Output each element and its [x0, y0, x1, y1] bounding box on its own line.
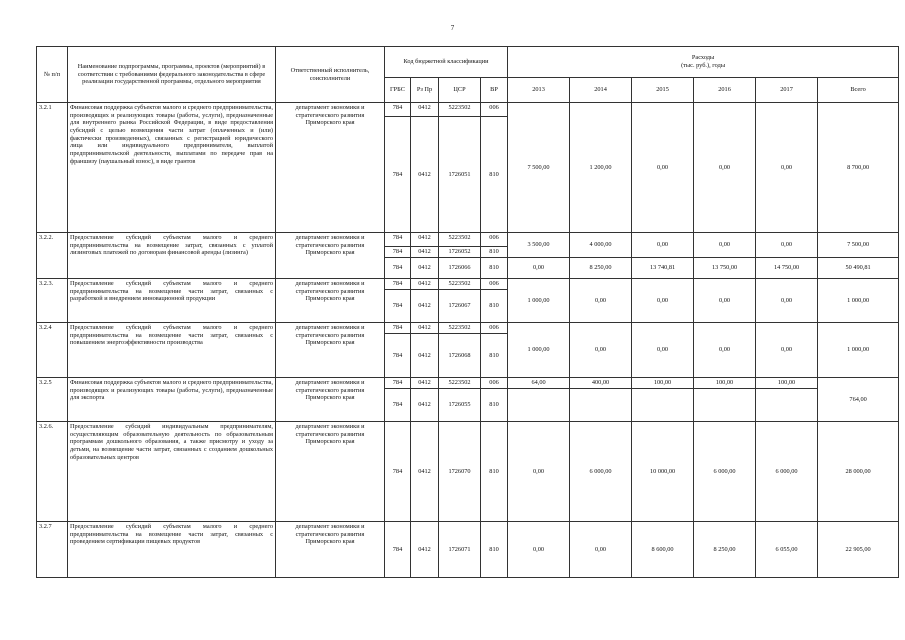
code-vr: 810 — [481, 290, 508, 323]
code-grbs: 784 — [385, 378, 411, 389]
code-vr: 006 — [481, 323, 508, 334]
code-csr: 1726071 — [439, 522, 481, 578]
value-2014: 8 250,00 — [570, 258, 632, 279]
value-2013: 0,00 — [508, 258, 570, 279]
value-total: 8 700,00 — [818, 103, 899, 233]
value-2016: 0,00 — [694, 103, 756, 233]
code-csr: 1726051 — [439, 117, 481, 233]
row-name: Предоставление субсидий индивидуальным предпринимателям, осуществляющим образовательную деятельность по образовательным программам дошкольного образования, а также присмотру и уходу за детьми, на возмещение части затрат, связанных с созданием дошкольных образовательных центров — [68, 422, 276, 522]
value-total: 22 905,00 — [818, 522, 899, 578]
value-2015: 0,00 — [632, 103, 694, 233]
value-2014: 0,00 — [570, 323, 632, 378]
value-2013: 1 000,00 — [508, 323, 570, 378]
value-2013: 1 000,00 — [508, 279, 570, 323]
value-2014: 0,00 — [570, 279, 632, 323]
table-row — [37, 422, 899, 522]
code-csr: 1726055 — [439, 389, 481, 422]
code-csr: 5223502 — [439, 103, 481, 117]
code-rzpr: 0412 — [411, 290, 439, 323]
value-2017: 0,00 — [756, 279, 818, 323]
value-2013: 7 500,00 — [508, 103, 570, 233]
code-vr: 006 — [481, 279, 508, 290]
code-grbs: 784 — [385, 389, 411, 422]
header-vr: ВР — [481, 78, 508, 103]
row-name: Финансовая поддержка субъектов малого и среднего предпринимательства, производящих и реализующих товары (работы, услуги), предназначенные для внутреннего рынка Российской Федерации, в виде предоставления субсидий с целью возмещения части затрат (оплаченных и (или) фактически произведенных), связанных с регистрацией юридического лица или индивидуального предпринимателя, выплатой предпринимательской деятельности, выплатами по передаче прав на франшизу (паушальный взнос), в виде грантов — [68, 103, 276, 233]
value-2014: 4 000,00 — [570, 233, 632, 258]
code-grbs: 784 — [385, 117, 411, 233]
row-num: 3.2.2. — [37, 233, 68, 279]
value-total: 28 000,00 — [818, 422, 899, 522]
code-rzpr: 0412 — [411, 279, 439, 290]
value-total: 7 500,00 — [818, 233, 899, 258]
row-name: Предоставление субсидий субъектам малого и среднего предпринимательства на возмещение части затрат, связанных с повышением энергоэффективности производства — [68, 323, 276, 378]
header-num: № п/п — [37, 47, 68, 103]
code-vr: 810 — [481, 422, 508, 522]
row-executor: департамент экономики и стратегического развития Приморского края — [276, 422, 385, 522]
value-2016: 8 250,00 — [694, 522, 756, 578]
code-csr: 5223502 — [439, 279, 481, 290]
code-vr: 006 — [481, 378, 508, 389]
value-2015: 0,00 — [632, 233, 694, 258]
header-2016: 2016 — [694, 78, 756, 103]
value-total: 1 000,00 — [818, 279, 899, 323]
row-name: Предоставление субсидий субъектам малого и среднего предпринимательства на возмещение части затрат, связанных с проведением сертификации пищевых продуктов — [68, 522, 276, 578]
code-grbs: 784 — [385, 279, 411, 290]
row-name: Предоставление субсидий субъектам малого и среднего предпринимательства на возмещение затрат, связанных с уплатой лизинговых платежей по договорам финансовой аренды (лизинга) — [68, 233, 276, 279]
value-2016: 100,00 — [694, 378, 756, 389]
header-2013: 2013 — [508, 78, 570, 103]
value-2016: 6 000,00 — [694, 422, 756, 522]
value-2017: 0,00 — [756, 323, 818, 378]
value-2017: 6 055,00 — [756, 522, 818, 578]
code-rzpr: 0412 — [411, 378, 439, 389]
value-2013: 64,00 — [508, 378, 570, 389]
row-executor: департамент экономики и стратегического развития Приморского края — [276, 233, 385, 279]
value-2013: 0,00 — [508, 522, 570, 578]
row-num: 3.2.7 — [37, 522, 68, 578]
row-name: Предоставление субсидий субъектам малого и среднего предпринимательства на возмещение части затрат, связанных с разработкой и внедрением инновационной продукции — [68, 279, 276, 323]
row-name: Финансовая поддержка субъектов малого и среднего предпринимательства, производящих и реализующих товары (работы, услуги), предназначенные для экспорта — [68, 378, 276, 422]
code-rzpr: 0412 — [411, 103, 439, 117]
table-row — [37, 378, 899, 389]
row-executor: департамент экономики и стратегического развития Приморского края — [276, 279, 385, 323]
row-executor: департамент экономики и стратегического развития Приморского края — [276, 323, 385, 378]
value-2015: 10 000,00 — [632, 422, 694, 522]
value-2015: 8 600,00 — [632, 522, 694, 578]
table-row — [37, 522, 899, 578]
value-2016: 13 750,00 — [694, 258, 756, 279]
value-2015: 13 740,81 — [632, 258, 694, 279]
header-name: Наименование подпрограммы, программы, проектов (мероприятий) в соответствии с требованиями федерального законодательства в сфере реализации государственной программы, отдельного мероприятия — [68, 47, 276, 103]
code-rzpr: 0412 — [411, 233, 439, 247]
code-grbs: 784 — [385, 233, 411, 247]
code-csr: 1726067 — [439, 290, 481, 323]
code-rzpr: 0412 — [411, 522, 439, 578]
code-vr: 810 — [481, 258, 508, 279]
value-2016: 0,00 — [694, 279, 756, 323]
header-2017: 2017 — [756, 78, 818, 103]
code-rzpr: 0412 — [411, 334, 439, 378]
code-grbs: 784 — [385, 422, 411, 522]
row-num: 3.2.6. — [37, 422, 68, 522]
value-2017: 14 750,00 — [756, 258, 818, 279]
header-grbs: ГРБС — [385, 78, 411, 103]
header-csr: ЦСР — [439, 78, 481, 103]
code-grbs: 784 — [385, 290, 411, 323]
value-2013: 3 500,00 — [508, 233, 570, 258]
row-executor: департамент экономики и стратегического развития Приморского края — [276, 103, 385, 233]
code-vr: 006 — [481, 103, 508, 117]
code-csr: 1726068 — [439, 334, 481, 378]
value-2017: 6 000,00 — [756, 422, 818, 522]
code-grbs: 784 — [385, 258, 411, 279]
header-budget-code: Код бюджетной классификации — [385, 47, 508, 78]
code-rzpr: 0412 — [411, 117, 439, 233]
row-num: 3.2.4 — [37, 323, 68, 378]
code-csr: 1726052 — [439, 247, 481, 258]
table-row — [37, 323, 899, 334]
code-vr: 006 — [481, 233, 508, 247]
budget-table — [36, 46, 899, 578]
code-vr: 810 — [481, 389, 508, 422]
code-vr: 810 — [481, 247, 508, 258]
row-executor: департамент экономики и стратегического развития Приморского края — [276, 378, 385, 422]
code-csr: 5223502 — [439, 233, 481, 247]
header-2014: 2014 — [570, 78, 632, 103]
row-num: 3.2.5 — [37, 378, 68, 422]
table-row — [37, 103, 899, 117]
row-num: 3.2.1 — [37, 103, 68, 233]
value-total: 764,00 — [818, 378, 899, 422]
value-2015: 0,00 — [632, 279, 694, 323]
value-2017: 100,00 — [756, 378, 818, 389]
header-expenses: Расходы (тыс. руб.), годы — [508, 47, 899, 78]
code-rzpr: 0412 — [411, 258, 439, 279]
value-2015: 0,00 — [632, 323, 694, 378]
code-vr: 810 — [481, 334, 508, 378]
value-total: 1 000,00 — [818, 323, 899, 378]
value-total: 50 490,81 — [818, 258, 899, 279]
table-row — [37, 279, 899, 290]
code-grbs: 784 — [385, 334, 411, 378]
code-rzpr: 0412 — [411, 422, 439, 522]
value-2013: 0,00 — [508, 422, 570, 522]
value-2016: 0,00 — [694, 323, 756, 378]
value-2017: 0,00 — [756, 103, 818, 233]
code-csr: 5223502 — [439, 378, 481, 389]
value-2014: 1 200,00 — [570, 103, 632, 233]
code-rzpr: 0412 — [411, 323, 439, 334]
code-csr: 1726066 — [439, 258, 481, 279]
value-2017: 0,00 — [756, 233, 818, 258]
code-csr: 5223502 — [439, 323, 481, 334]
code-csr: 1726070 — [439, 422, 481, 522]
header-total: Всего — [818, 78, 899, 103]
code-rzpr: 0412 — [411, 389, 439, 422]
code-rzpr: 0412 — [411, 247, 439, 258]
code-grbs: 784 — [385, 103, 411, 117]
code-vr: 810 — [481, 522, 508, 578]
page-number: 7 — [450, 24, 455, 32]
row-executor: департамент экономики и стратегического развития Приморского края — [276, 522, 385, 578]
header-executor: Ответственный исполнитель, соисполнители — [276, 47, 385, 103]
value-2016: 0,00 — [694, 233, 756, 258]
header-rzpr: Рз Пр — [411, 78, 439, 103]
code-grbs: 784 — [385, 247, 411, 258]
value-2014: 400,00 — [570, 378, 632, 389]
header-2015: 2015 — [632, 78, 694, 103]
code-vr: 810 — [481, 117, 508, 233]
table-row — [37, 233, 899, 247]
code-grbs: 784 — [385, 323, 411, 334]
code-grbs: 784 — [385, 522, 411, 578]
value-2014: 0,00 — [570, 522, 632, 578]
value-2014: 6 000,00 — [570, 422, 632, 522]
value-2015: 100,00 — [632, 378, 694, 389]
row-num: 3.2.3. — [37, 279, 68, 323]
